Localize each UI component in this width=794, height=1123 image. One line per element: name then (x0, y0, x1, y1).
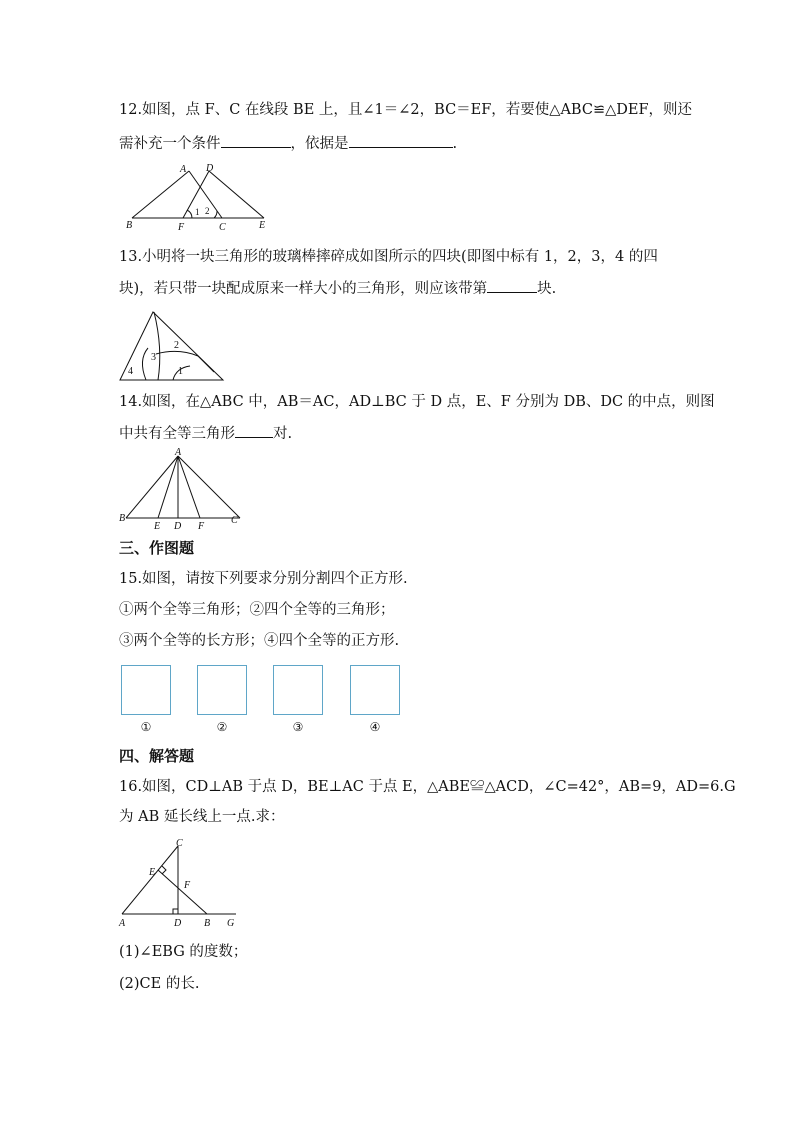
section-4-heading: 四、解答题 (119, 747, 195, 765)
q13-line2 (119, 278, 556, 299)
q12-figure (118, 160, 283, 235)
q12-label-E: E (259, 220, 266, 231)
q15-square-3[interactable] (273, 665, 323, 715)
q12-text-a: 需补充一个条件 (119, 136, 221, 152)
q12-line1: 12.如图，点 F、C 在线段 BE 上，且∠1＝∠2，BC＝EF，若要使△ABC≌△DEF，则还 (119, 102, 693, 118)
q14-label-A: A (175, 447, 182, 458)
q12-label-C: C (219, 222, 226, 233)
q12-label-A: A (180, 164, 187, 175)
q13-piece-2: 2 (174, 340, 179, 351)
q12-angle-1: 1 (195, 207, 200, 217)
section-3-heading: 三、作图题 (119, 539, 195, 557)
q14-text-a: 中共有全等三角形 (119, 426, 235, 442)
q16-figure (118, 836, 248, 931)
q16-sub1: (1)∠EBG 的度数； (119, 944, 248, 960)
q13-figure (118, 308, 226, 383)
q16-label-C: C (176, 838, 183, 849)
q16-sub2: (2)CE 的长. (119, 976, 200, 992)
q12-angle-2: 2 (205, 206, 210, 216)
q15-line3: ③两个全等的长方形；④四个全等的正方形. (119, 633, 400, 649)
q15-square-1[interactable] (121, 665, 171, 715)
q14-label-F: F (198, 521, 205, 532)
q15-label-3: ③ (292, 720, 304, 734)
q14-blank[interactable] (235, 423, 273, 438)
q12-blank-reason[interactable] (349, 133, 453, 148)
q16-label-D: D (174, 918, 182, 929)
q13-piece-1: 1 (178, 366, 183, 377)
q15-label-4: ④ (369, 720, 381, 734)
q12-text-b: ，依据是 (290, 136, 349, 152)
q13-line1: 13.小明将一块三角形的玻璃棒摔碎成如图所示的四块(即图中标有 1，2，3，4 的四 (119, 249, 658, 265)
q14-figure (118, 448, 248, 533)
q14-line2 (119, 423, 292, 444)
q14-line1: 14.如图，在△ABC 中，AB＝AC，AD⊥BC 于 D 点，E、F 分别为 DB、DC 的中点，则图 (119, 394, 715, 410)
q13-text-a: 块)，若只带一块配成原来一样大小的三角形，则应该带第 (119, 281, 488, 297)
q16-line1: 16.如图，CD⊥AB 于点 D，BE⊥AC 于点 E，△ABE≌△ACD，∠C=42°，AB=9，AD=6.G (119, 779, 736, 795)
q12-text-c: . (452, 136, 458, 152)
q14-label-D: D (174, 521, 182, 532)
q15-label-2: ② (216, 720, 228, 734)
q14-label-E: E (154, 521, 161, 532)
q16-label-F: F (184, 880, 191, 891)
q14-label-C: C (231, 515, 238, 526)
q16-label-G: G (227, 918, 235, 929)
q12-label-B: B (126, 220, 133, 231)
q16-line2: 为 AB 延长线上一点.求： (119, 809, 285, 825)
q16-label-A: A (119, 918, 126, 929)
q13-text-b: 块. (537, 281, 557, 297)
q15-line2: ①两个全等三角形；②四个全等的三角形； (119, 602, 395, 618)
q13-piece-4: 4 (128, 366, 133, 377)
q15-square-4[interactable] (350, 665, 400, 715)
q15-line1: 15.如图，请按下列要求分别分割四个正方形. (119, 571, 408, 587)
q15-square-2[interactable] (197, 665, 247, 715)
q12-label-D: D (206, 163, 214, 174)
q12-blank-condition[interactable] (221, 133, 291, 148)
q16-label-E: E (149, 867, 156, 878)
q15-label-1: ① (140, 720, 152, 734)
q14-text-b: 对. (273, 426, 293, 442)
q16-label-B: B (204, 918, 211, 929)
q13-piece-3: 3 (151, 352, 156, 363)
q14-label-B: B (119, 513, 126, 524)
q12-label-F: F (178, 222, 185, 233)
q12-line2 (119, 133, 457, 154)
q13-blank[interactable] (487, 278, 537, 293)
